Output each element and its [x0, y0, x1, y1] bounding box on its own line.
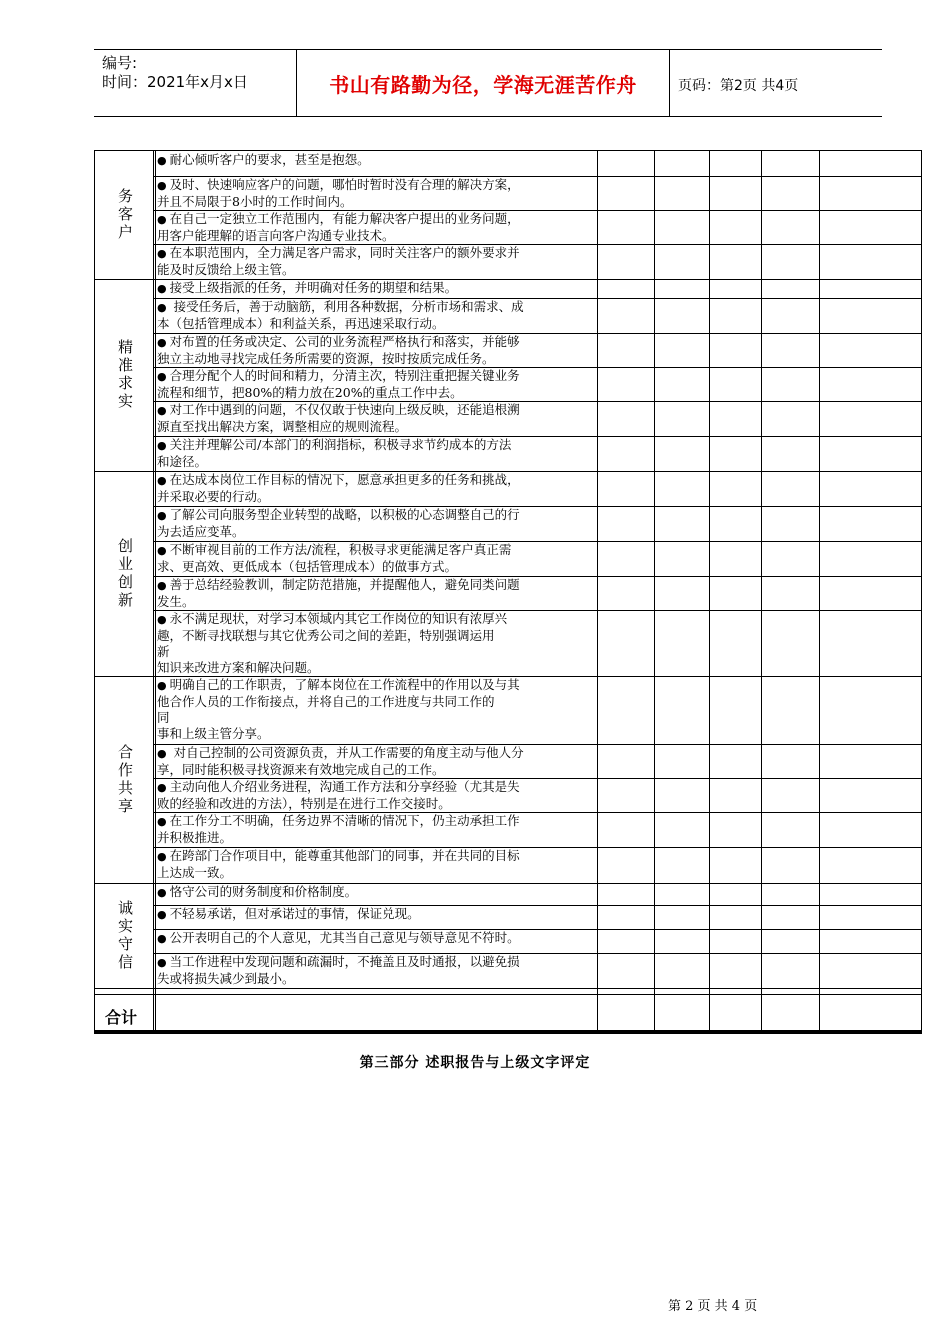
category-label [97, 151, 153, 279]
criterion-text: 在自己一定独立工作范围内，有能力解决客户提出的业务问题， 用客户能理解的语言向客户沟通专业技术。 [157, 211, 520, 243]
bullet-icon: ● [157, 336, 167, 349]
criterion-text: 明确自己的工作职责，了解本岗位在工作流程中的作用以及与其 他合作人员的工作衔接点，并将自己的工作进度与共同工作的 同 事和上级主管分享。 [157, 677, 520, 741]
column-divider [709, 151, 710, 1030]
criterion-item [157, 368, 589, 401]
bullet-icon: ● [157, 282, 167, 295]
bullet-icon: ● [157, 679, 167, 692]
category-label [97, 279, 153, 471]
criterion-text: 在本职范围内，全力满足客户需求，同时关注客户的额外要求并 能及时反馈给上级主管。 [157, 245, 520, 277]
bullet-icon: ● [157, 474, 167, 487]
criterion-text: 恪守公司的财务制度和价格制度。 [169, 884, 358, 899]
criterion-item [157, 472, 589, 506]
page-footer: 第 2 页 共 4 页 [668, 1299, 758, 1314]
bullet-icon: ● [157, 544, 167, 557]
criterion-text: 善于总结经验教训，制定防范措施，并提醒他人，避免同类问题 发生。 [157, 577, 520, 609]
category-label [97, 883, 153, 988]
category-name: 创业创新 [116, 537, 134, 610]
column-divider [819, 151, 820, 1030]
page-header [94, 49, 882, 117]
criterion-item [157, 280, 589, 298]
criterion-item [157, 954, 589, 988]
bullet-icon: ● [157, 301, 167, 314]
bullet-icon: ● [157, 747, 167, 760]
evaluation-table [94, 150, 922, 1034]
column-divider [153, 151, 156, 1030]
bullet-icon: ● [157, 179, 167, 192]
criterion-item [157, 611, 589, 676]
criterion-item [157, 334, 589, 367]
criterion-text: 对自己控制的公司资源负责，并从工作需要的角度主动与他人分 享，同时能积极寻找资源来有效地完成自己的工作。 [157, 745, 524, 777]
criterion-item [157, 577, 589, 610]
row-divider [95, 988, 921, 989]
bullet-icon: ● [157, 815, 167, 828]
time-label: 时间：2021年x月x日 [102, 73, 248, 91]
column-divider [597, 151, 598, 1030]
criterion-text: 公开表明自己的个人意见，尤其当自己意见与领导意见不符时。 [169, 930, 520, 945]
bullet-icon: ● [157, 908, 167, 921]
bullet-icon: ● [157, 579, 167, 592]
criterion-item [157, 152, 589, 176]
criterion-item [157, 848, 589, 883]
criterion-item [157, 906, 589, 929]
bullet-icon: ● [157, 509, 167, 522]
category-name: 诚实守信 [116, 899, 134, 972]
criterion-text: 合理分配个人的时间和精力，分清主次，特别注重把握关键业务 流程和细节，把80%的精力放在20%的重点工作中去。 [157, 368, 520, 400]
criterion-item [157, 402, 589, 436]
criterion-text: 在跨部门合作项目中，能尊重其他部门的同事，并在共同的目标 上达成一致。 [157, 848, 520, 880]
header-page-label: 页码：第2页 共4页 [678, 78, 799, 94]
bullet-icon: ● [157, 886, 167, 899]
criterion-item [157, 299, 589, 333]
criterion-text: 关注并理解公司/本部门的利润指标，积极寻求节约成本的方法 和途径。 [157, 437, 512, 469]
bullet-icon: ● [157, 956, 167, 969]
bullet-icon: ● [157, 213, 167, 226]
category-name: 务客户 [116, 188, 134, 242]
criterion-text: 接受上级指派的任务，并明确对任务的期望和结果。 [169, 280, 458, 295]
criterion-text: 耐心倾听客户的要求，甚至是抱怨。 [169, 152, 370, 167]
criterion-item [157, 177, 589, 210]
criterion-text: 当工作进程中发现问题和疏漏时，不掩盖且及时通报，以避免损 失或将损失减少到最小。 [157, 954, 520, 986]
criterion-text: 永不满足现状，对学习本领域内其它工作岗位的知识有浓厚兴 趣，不断寻找联想与其它优秀公司之间的差距，特别强调运用 新 知识来改进方案和解决问题。 [157, 611, 508, 675]
header-meta [102, 54, 248, 92]
column-divider [654, 151, 655, 1030]
bullet-icon: ● [157, 154, 167, 167]
criterion-text: 不轻易承诺，但对承诺过的事情，保证兑现。 [169, 906, 420, 921]
criterion-text: 对工作中遇到的问题，不仅仅敢于快速向上级反映，还能追根溯 源直至找出解决方案，调整相应的规则流程。 [157, 402, 520, 434]
bullet-icon: ● [157, 247, 167, 260]
criterion-item [157, 813, 589, 847]
criterion-item [157, 930, 589, 953]
header-motto: 书山有路勤为径，学海无涯苦作舟 [296, 50, 670, 116]
bullet-icon: ● [157, 439, 167, 452]
criterion-text: 主动向他人介绍业务进程，沟通工作方法和分享经验（尤其是失 败的经验和改进的方法），特别是在进行工作交接时。 [157, 779, 520, 811]
criterion-item [157, 437, 589, 471]
criterion-item [157, 884, 589, 905]
row-divider [95, 994, 921, 995]
criterion-text: 在工作分工不明确，任务边界不清晰的情况下，仍主动承担工作 并积极推进。 [157, 813, 520, 845]
column-divider [761, 151, 762, 1030]
criterion-text: 在达成本岗位工作目标的情况下，愿意承担更多的任务和挑战， 并采取必要的行动。 [157, 472, 520, 504]
criterion-item [157, 779, 589, 812]
criterion-text: 了解公司向服务型企业转型的战略，以积极的心态调整自己的行 为去适应变革。 [157, 507, 520, 539]
total-label: 合计 [105, 1008, 138, 1027]
criterion-item [157, 245, 589, 279]
criterion-text: 接受任务后，善于动脑筋，利用各种数据，分析市场和需求、成 本（包括管理成本）和利益关系，再迅速采取行动。 [157, 299, 524, 331]
criterion-item [157, 745, 589, 778]
number-label: 编号: [102, 54, 138, 72]
criterion-text: 不断审视目前的工作方法/流程，积极寻求更能满足客户真正需 求、更高效、更低成本（包括管理成本）的做事方式。 [157, 542, 512, 574]
category-label [97, 676, 153, 883]
criterion-item [157, 211, 589, 244]
category-label [97, 471, 153, 676]
category-name: 合作共享 [116, 743, 134, 816]
criterion-text: 及时、快速响应客户的问题，哪怕时暂时没有合理的解决方案， 并且不局限于8小时的工作时间内。 [157, 177, 520, 209]
bullet-icon: ● [157, 613, 167, 626]
criterion-item [157, 542, 589, 576]
bullet-icon: ● [157, 850, 167, 863]
criterion-item [157, 507, 589, 541]
bullet-icon: ● [157, 370, 167, 383]
bullet-icon: ● [157, 404, 167, 417]
criterion-text: 对布置的任务或决定、公司的业务流程严格执行和落实，并能够 独立主动地寻找完成任务所需要的资源，按时按质完成任务。 [157, 334, 520, 366]
criterion-item [157, 677, 589, 744]
bullet-icon: ● [157, 781, 167, 794]
part3-title: 第三部分 述职报告与上级文字评定 [359, 1055, 591, 1071]
category-name: 精准求实 [116, 339, 134, 411]
bullet-icon: ● [157, 932, 167, 945]
